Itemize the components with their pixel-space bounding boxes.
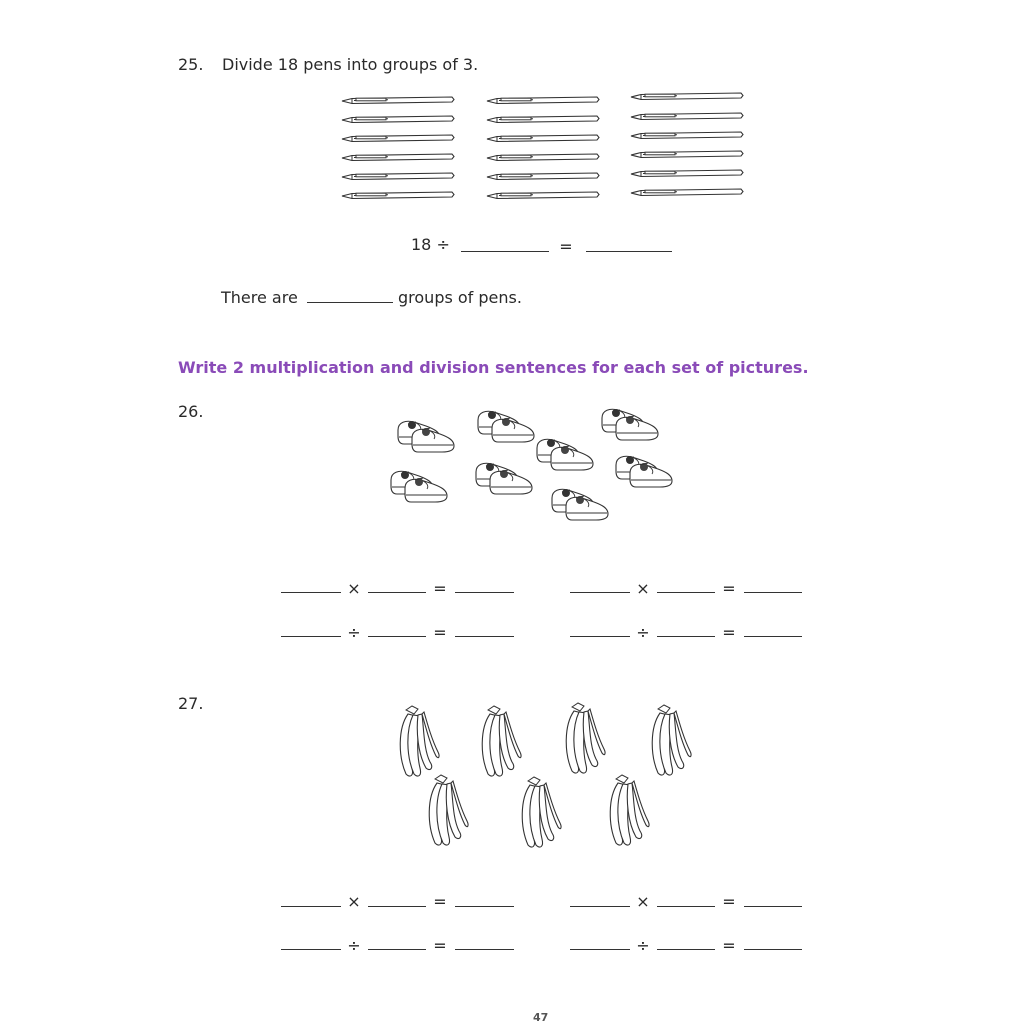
q27-div2-dividend-blank[interactable] xyxy=(570,949,630,950)
q27-div2-quotient-blank[interactable] xyxy=(744,949,802,950)
q26-divide-sign: ÷ xyxy=(347,623,361,642)
q27-mult2-product-blank[interactable] xyxy=(744,906,802,907)
q25-prompt: Divide 18 pens into groups of 3. xyxy=(222,55,479,74)
q27-equals-sign: = xyxy=(433,892,447,911)
q26-equals-sign: = xyxy=(722,623,736,642)
section-instruction: Write 2 multiplication and division sentences for each set of pictures. xyxy=(178,358,809,377)
banana-bunch-icon xyxy=(400,706,439,776)
q27-div2-divisor-blank[interactable] xyxy=(657,949,715,950)
q27-divide-sign: ÷ xyxy=(636,936,650,955)
q27-mult1-factor1-blank[interactable] xyxy=(281,906,341,907)
q27-mult2-factor1-blank[interactable] xyxy=(570,906,630,907)
q27-mult1-product-blank[interactable] xyxy=(455,906,514,907)
q27-divide-sign: ÷ xyxy=(347,936,361,955)
banana-bunch-icon xyxy=(610,775,649,845)
q26-equals-sign: = xyxy=(433,579,447,598)
q26-divide-sign: ÷ xyxy=(636,623,650,642)
q27-equals-sign: = xyxy=(722,936,736,955)
q27-mult1-factor2-blank[interactable] xyxy=(368,906,426,907)
q26-equals-sign: = xyxy=(722,579,736,598)
q27-mult2-factor2-blank[interactable] xyxy=(657,906,715,907)
q26-number: 26. xyxy=(178,402,204,421)
banana-bunch-icon xyxy=(482,706,521,776)
q25-sentence-start: There are xyxy=(221,288,298,307)
banana-bunch-icon xyxy=(522,777,561,847)
banana-bunch-icon xyxy=(429,775,468,845)
q25-sentence-end: groups of pens. xyxy=(398,288,522,307)
q27-equals-sign: = xyxy=(433,936,447,955)
page-number: 47 xyxy=(533,1011,549,1024)
q27-div1-dividend-blank[interactable] xyxy=(281,949,341,950)
q27-number: 27. xyxy=(178,694,204,713)
q27-div1-divisor-blank[interactable] xyxy=(368,949,426,950)
q26-times-sign: × xyxy=(636,579,650,598)
q25-number: 25. xyxy=(178,55,204,74)
q27-equals-sign: = xyxy=(722,892,736,911)
q27-div1-quotient-blank[interactable] xyxy=(455,949,514,950)
q26-times-sign: × xyxy=(347,579,361,598)
q25-equation-start: 18 ÷ xyxy=(411,235,450,254)
banana-bunch-icon xyxy=(652,705,691,775)
q27-times-sign: × xyxy=(636,892,650,911)
q26-equals-sign: = xyxy=(433,623,447,642)
q25-equals-sign: = xyxy=(559,237,573,256)
q27-times-sign: × xyxy=(347,892,361,911)
banana-bunch-icon xyxy=(566,703,605,773)
